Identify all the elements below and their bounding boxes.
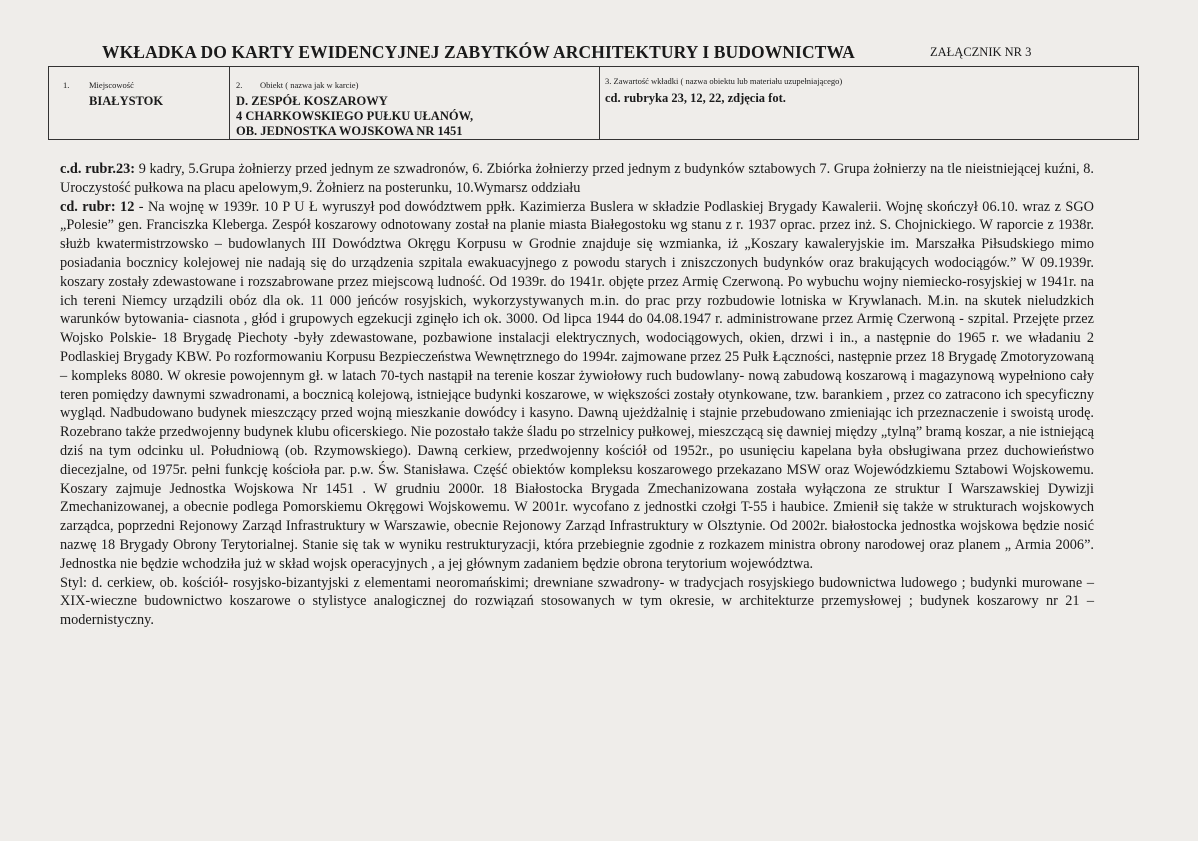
- body-text: [60, 160, 1094, 630]
- object-label: Obiekt ( nazwa jak w karcie): [260, 80, 359, 90]
- locality-label: Miejscowość: [89, 80, 134, 90]
- header-fields-table: [48, 66, 1139, 140]
- rubric-23-heading: c.d. rubr.23:: [60, 161, 136, 177]
- paragraph-style: Styl: d. cerkiew, ob. kościół- rosyjsko-bizantyjski z elementami neoromańskimi; drewniane szwadrony- w tradycjach rosyjskiego budownictwa ludowego ; budynki murowane – XIX-wieczne budownictwo koszarowe o stylistyce analogicznej do rozwiązań stosowanych w tym okresie, w architekturze przemysłowej ; budynek koszarowy nr 21 – modernistyczny.: [60, 574, 1094, 629]
- annex-label: ZAŁĄCZNIK NR 3: [930, 45, 1032, 59]
- locality-value: BIAŁYSTOK: [89, 94, 164, 108]
- paragraph-rubric-12: [60, 198, 1094, 574]
- contents-cell: [599, 67, 1138, 139]
- object-line-1: D. ZESPÓŁ KOSZAROWY: [236, 94, 388, 108]
- document-title: WKŁADKA DO KARTY EWIDENCYJNEJ ZABYTKÓW ARCHITEKTURY I BUDOWNICTWA: [102, 42, 855, 62]
- paragraph-rubric-23: [60, 160, 1094, 198]
- locality-number: 1.: [63, 80, 70, 90]
- object-line-3: OB. JEDNOSTKA WOJSKOWA NR 1451: [236, 124, 463, 138]
- rubric-12-text: - Na wojnę w 1939r. 10 P U Ł wyruszył pod dowództwem ppłk. Kazimierza Buslera w składzie Podlaskiej Brygady Kawalerii. Wojnę skończył 06.10. wraz z SGO „Polesie” gen. Franciszka Kleberga. Zespół koszarowy odnotowany został na planie miasta Białegostoku wg stanu z r. 1937 oprac. przez inż. S. Chojnickiego. W raporcie z 1938r. służb kwatermistrzowsko – budowlanych III Dowództwa Okręgu Korpusu w Grodnie znajduje się wzmianka, iż „Koszary kawaleryjskie im. Marszałka Piłsudskiego mimo posiadania bocznicy kolejowej nie nadają się do urządzenia szpitala ewakuacyjnego z powodu starych i zniszczonych budynków oraz brakujących wodociągów.” W 09.1939r. koszary zostały zdewastowane i rozszabrowane przez miejscową ludność. Od 1939r. do 1941r. objęte przez Armię Czerwoną. Po wybuchu wojny niemiecko-rosyjskiej w 1941r. na ich tereni Niemcy urządzili obóz dla ok. 11 000 jeńców rosyjskich, wykorzystywanych m.in. do prac przy rozbudowie lotniska w Krywlanach. M.in. na skutek nieludzkich warunków bytowania- ciasnota , głód i grupowych egzekucji zginęło ich ok. 3000. Od lipca 1944 do 04.08.1947 r. administrowane przez Armię Czerwoną - szpital. Przejęte przez Wojsko Polskie- 18 Brygadę Piechoty -były zdewastowane, pozbawione instalacji elektrycznych, wodociągowych, okien, drzwi i in., a następnie do 1965 r. we władaniu 2 Podlaskiej Brygady KBW. Po rozformowaniu Korpusu Bezpieczeństwa Wewnętrznego do 1994r. zajmowane przez 25 Pułk Łączności, następnie przez 18 Brygadę Zmotoryzowaną – kompleks 8080. W okresie powojennym gł. w latach 70-tych nastąpił na terenie koszar żywiołowy ruch budowlany- nową zabudową koszarową i magazynową wypełniono cały teren pomiędzy dawnymi szwadronami, a bocznicą kolejową, istniejące budynki koszarowe, w większości zostały otynkowane, tzw. barankiem , przez co zatracono ich specyficzny wygląd. Nadbudowano budynek mieszczący przed wojną mieszkanie dowódcy i kasyno. Dawną ujeżdżalnię i stajnie przebudowano zmieniając ich przeznaczenie i swoistą urodę. Rozebrano także przedwojenny budynek klubu oficerskiego. Nie pozostało także śladu po strzelnicy pułkowej, mieszczącą się dawniej między „tylną” bramą koszar, a nie istniejącą dziś na tym odcinku ul. Południową (ob. Rzymowskiego). Dawną cerkiew, przedwojenny kościół od 1952r., po usunięciu kapelana była obsługiwana przez duchowieństwo diecezjalne, od 1975r. pełni funkcję kościoła par. p.w. Św. Stanisława. Część obiektów kompleksu koszarowego przekazano MSW oraz Wojewódzkiemu Sztabowi Wojskowemu. Koszary zajmuje Jednostka Wojskowa Nr 1451 . W grudniu 2000r. 18 Białostocka Brygada Zmechanizowana została wyłączona ze struktur I Warszawskiej Dywizji Zmechanizowanej, a obecnie podlega Pomorskiemu Okręgowi Wojskowemu. W 2001r. wycofano z jednostki czołgi T-55 i haubice. Zmienił się także w strukturach wojskowych zarządca, poprzedni Rejonowy Zarząd Infrastruktury w Warszawie, obecnie Rejonowy Zarząd Infrastruktury w Olsztynie. Od 2002r. białostocka jednostka wojskowa będzie nosić nazwę 18 Brygady Obrony Terytorialnej. Stanie się tak w wyniku restrukturyzacji, która przebiegnie zgodnie z rozkazem ministra obrony narodowej oraz planem „ Armia 2006”. Jednostka nie będzie wchodziła już w skład wojsk operacyjnych , a jej głównym zadaniem będzie obrona terytorium województwa.: [60, 198, 1095, 572]
- contents-value: cd. rubryka 23, 12, 22, zdjęcia fot.: [605, 91, 786, 105]
- contents-label: 3. Zawartość wkładki ( nazwa obiektu lub materiału uzupełniającego): [605, 76, 843, 86]
- rubric-23-text: 9 kadry, 5.Grupa żołnierzy przed jednym ze szwadronów, 6. Zbiórka żołnierzy przed jednym z budynków sztabowych 7. Grupa żołnierzy na tle nieistniejącej kuźni, 8. Uroczystość pułkowa na placu apelowym,9. Żołnierz na posterunku, 10.Wymarsz oddziału: [60, 161, 1095, 196]
- object-cell: [229, 67, 599, 139]
- object-number: 2.: [236, 80, 243, 90]
- object-line-2: 4 CHARKOWSKIEGO PUŁKU UŁANÓW,: [236, 109, 474, 123]
- rubric-12-heading: cd. rubr: 12: [60, 198, 135, 215]
- locality-cell: [49, 67, 229, 139]
